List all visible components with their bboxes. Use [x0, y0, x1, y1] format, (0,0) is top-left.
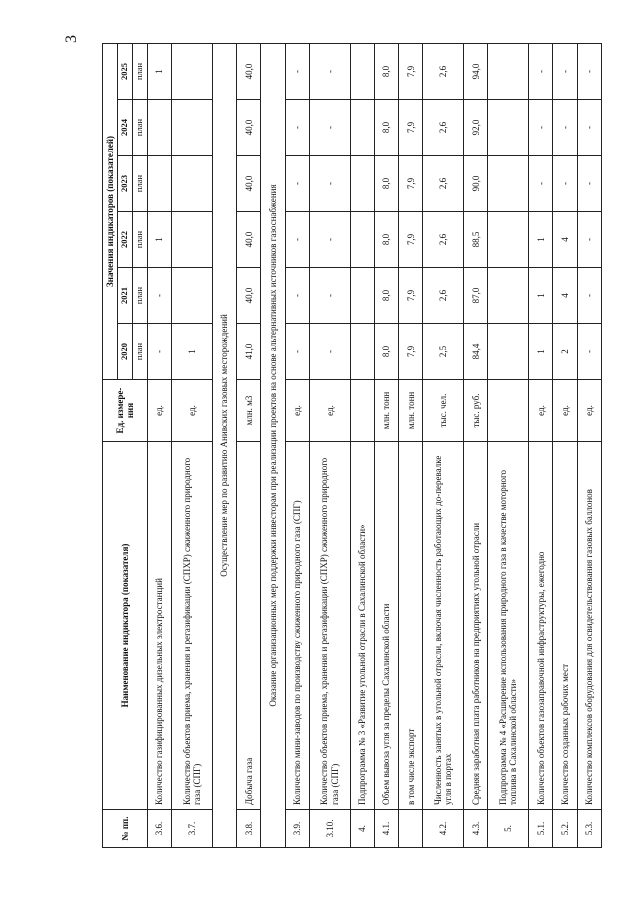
- section-title: Осуществление мер по развитию Анивских газовых месторождений: [212, 43, 236, 847]
- row-unit: ед.: [285, 380, 309, 442]
- value-cell: -: [309, 100, 350, 156]
- table-row: [553, 43, 577, 847]
- value-cell: [350, 43, 374, 99]
- header-year: 2025: [118, 43, 133, 99]
- value-cell: 2: [553, 324, 577, 380]
- header-year: 2023: [118, 156, 133, 212]
- value-cell: 2,5: [423, 324, 464, 380]
- table-body: [147, 43, 601, 847]
- table-row: [464, 43, 488, 847]
- value-cell: 40,0: [237, 43, 261, 99]
- value-cell: [172, 156, 213, 212]
- value-cell: [488, 43, 529, 99]
- row-name: Добыча газа: [237, 442, 261, 810]
- value-cell: 8,0: [374, 156, 398, 212]
- value-cell: 1: [529, 268, 553, 324]
- table-row: [237, 43, 261, 847]
- value-cell: -: [553, 156, 577, 212]
- table-row: [399, 43, 423, 847]
- header-plan: план: [133, 212, 148, 268]
- value-cell: -: [309, 156, 350, 212]
- indicator-table: [102, 43, 602, 848]
- value-cell: -: [577, 212, 601, 268]
- header-values: Значения индикаторов (показателей): [103, 43, 118, 379]
- row-number: 3.6.: [147, 810, 171, 848]
- value-cell: [172, 268, 213, 324]
- header-unit: Ед. измере-ния: [103, 380, 148, 442]
- row-number: 4.: [350, 810, 374, 848]
- value-cell: -: [553, 43, 577, 99]
- table-row: [147, 43, 171, 847]
- table-row: [350, 43, 374, 847]
- value-cell: -: [309, 43, 350, 99]
- table-row: [488, 43, 529, 847]
- value-cell: 1: [147, 212, 171, 268]
- value-cell: 40,0: [237, 156, 261, 212]
- row-number: 5.: [488, 810, 529, 848]
- value-cell: -: [285, 100, 309, 156]
- value-cell: -: [285, 43, 309, 99]
- value-cell: -: [147, 268, 171, 324]
- header-plan: план: [133, 324, 148, 380]
- row-name: Количество комплексов оборудования для освидетельствования газовых баллонов: [577, 442, 601, 810]
- row-number: 5.2.: [553, 810, 577, 848]
- value-cell: -: [577, 268, 601, 324]
- value-cell: 84,4: [464, 324, 488, 380]
- section-title: Оказание организационных мер поддержки инвесторам при реализации проектов на основе альтернативных источников газоснабжения: [261, 43, 285, 847]
- row-name: Подпрограмма № 3 «Развитие угольной отрасли в Сахалинской области»: [350, 442, 374, 810]
- row-number: 4.3.: [464, 810, 488, 848]
- header-plan: план: [133, 268, 148, 324]
- value-cell: -: [577, 43, 601, 99]
- value-cell: 40,0: [237, 268, 261, 324]
- value-cell: [147, 156, 171, 212]
- row-unit: ед.: [172, 380, 213, 442]
- value-cell: 92,0: [464, 100, 488, 156]
- page-number: 3: [63, 35, 80, 43]
- value-cell: -: [285, 212, 309, 268]
- value-cell: [172, 100, 213, 156]
- value-cell: [172, 43, 213, 99]
- value-cell: -: [529, 100, 553, 156]
- value-cell: 1: [529, 324, 553, 380]
- value-cell: [350, 268, 374, 324]
- value-cell: 87,0: [464, 268, 488, 324]
- value-cell: 41,0: [237, 324, 261, 380]
- value-cell: 40,0: [237, 100, 261, 156]
- row-unit: ед.: [147, 380, 171, 442]
- value-cell: [488, 324, 529, 380]
- header-name: Наименование индикатора (показателя): [103, 442, 148, 810]
- row-name: Численность занятых в угольной отрасли, включая численность работающих до-перевалке угля в портах: [423, 442, 464, 810]
- value-cell: 88,5: [464, 212, 488, 268]
- value-cell: 2,6: [423, 156, 464, 212]
- value-cell: 7,9: [399, 156, 423, 212]
- row-number: 3.8.: [237, 810, 261, 848]
- value-cell: 4: [553, 212, 577, 268]
- value-cell: -: [553, 100, 577, 156]
- row-unit: [488, 380, 529, 442]
- row-name: Подпрограмма № 4 «Расширение использования природного газа в качестве моторного топлива в Сахалинской области»: [488, 442, 529, 810]
- value-cell: 8,0: [374, 324, 398, 380]
- row-number: 3.9.: [285, 810, 309, 848]
- row-name: Количество объектов приема, хранения и регазификации (СПХР) сжиженного природного газа (СПГ): [172, 442, 213, 810]
- value-cell: -: [577, 100, 601, 156]
- header-year: 2020: [118, 324, 133, 380]
- value-cell: [172, 212, 213, 268]
- table-row: [423, 43, 464, 847]
- value-cell: 1: [147, 43, 171, 99]
- table-row: [172, 43, 213, 847]
- value-cell: -: [147, 324, 171, 380]
- header-year: 2022: [118, 212, 133, 268]
- value-cell: -: [577, 156, 601, 212]
- value-cell: 7,9: [399, 100, 423, 156]
- value-cell: 40,0: [237, 212, 261, 268]
- row-name: в том числе экспорт: [399, 442, 423, 810]
- value-cell: 7,9: [399, 43, 423, 99]
- row-unit: ед.: [577, 380, 601, 442]
- row-unit: млн. тонн: [374, 380, 398, 442]
- header-plan: план: [133, 100, 148, 156]
- value-cell: 8,0: [374, 268, 398, 324]
- value-cell: [147, 100, 171, 156]
- row-unit: ед.: [553, 380, 577, 442]
- table-row: [374, 43, 398, 847]
- row-unit: млн. м3: [237, 380, 261, 442]
- row-number: 3.10.: [309, 810, 350, 848]
- row-number: [399, 810, 423, 848]
- row-number: 4.2.: [423, 810, 464, 848]
- row-name: Количество газифицированных дизельных электростанций: [147, 442, 171, 810]
- header-year: 2024: [118, 100, 133, 156]
- row-name: Количество созданных рабочих мест: [553, 442, 577, 810]
- value-cell: [350, 100, 374, 156]
- value-cell: -: [285, 156, 309, 212]
- table-row: [529, 43, 553, 847]
- header-year: 2021: [118, 268, 133, 324]
- value-cell: -: [285, 268, 309, 324]
- value-cell: 2,6: [423, 43, 464, 99]
- value-cell: [350, 324, 374, 380]
- table-row: [285, 43, 309, 847]
- header-plan: план: [133, 156, 148, 212]
- row-unit: ед.: [529, 380, 553, 442]
- value-cell: 8,0: [374, 212, 398, 268]
- row-number: 5.3.: [577, 810, 601, 848]
- section-row: [261, 43, 285, 847]
- value-cell: -: [309, 268, 350, 324]
- value-cell: 7,9: [399, 324, 423, 380]
- value-cell: 7,9: [399, 268, 423, 324]
- row-number: 4.1.: [374, 810, 398, 848]
- header-num: № пп.: [103, 810, 148, 848]
- value-cell: [488, 212, 529, 268]
- row-unit: млн. тонн: [399, 380, 423, 442]
- value-cell: [350, 212, 374, 268]
- value-cell: 8,0: [374, 43, 398, 99]
- value-cell: 7,9: [399, 212, 423, 268]
- header-plan: план: [133, 43, 148, 99]
- value-cell: 2,6: [423, 268, 464, 324]
- value-cell: 94,0: [464, 43, 488, 99]
- row-name: Количество объектов приема, хранения и регазификации (СПХР) сжиженного природного газа (СПГ): [309, 442, 350, 810]
- value-cell: -: [285, 324, 309, 380]
- value-cell: 2,6: [423, 100, 464, 156]
- table-row: [577, 43, 601, 847]
- value-cell: -: [529, 156, 553, 212]
- value-cell: [488, 268, 529, 324]
- value-cell: -: [577, 324, 601, 380]
- value-cell: 1: [172, 324, 213, 380]
- value-cell: 4: [553, 268, 577, 324]
- row-number: 5.1.: [529, 810, 553, 848]
- value-cell: -: [529, 43, 553, 99]
- table-row: [309, 43, 350, 847]
- value-cell: -: [309, 212, 350, 268]
- row-unit: [350, 380, 374, 442]
- value-cell: [488, 156, 529, 212]
- value-cell: 8,0: [374, 100, 398, 156]
- value-cell: 1: [529, 212, 553, 268]
- row-name: Количество мини-заводов по производству сжиженного природного газа (СПГ): [285, 442, 309, 810]
- value-cell: 90,0: [464, 156, 488, 212]
- row-unit: ед.: [309, 380, 350, 442]
- row-name: Объем вывоза угля за пределы Сахалинской области: [374, 442, 398, 810]
- indicator-table-page: [102, 44, 602, 848]
- row-name: Средняя заработная плата работников на предприятиях угольной отрасли: [464, 442, 488, 810]
- row-unit: тыс. чел.: [423, 380, 464, 442]
- value-cell: [350, 156, 374, 212]
- row-number: 3.7.: [172, 810, 213, 848]
- row-name: Количество объектов газозаправочной инфраструктуры, ежегодно: [529, 442, 553, 810]
- value-cell: 2,6: [423, 212, 464, 268]
- value-cell: -: [309, 324, 350, 380]
- section-row: [212, 43, 236, 847]
- row-unit: тыс. руб.: [464, 380, 488, 442]
- value-cell: [488, 100, 529, 156]
